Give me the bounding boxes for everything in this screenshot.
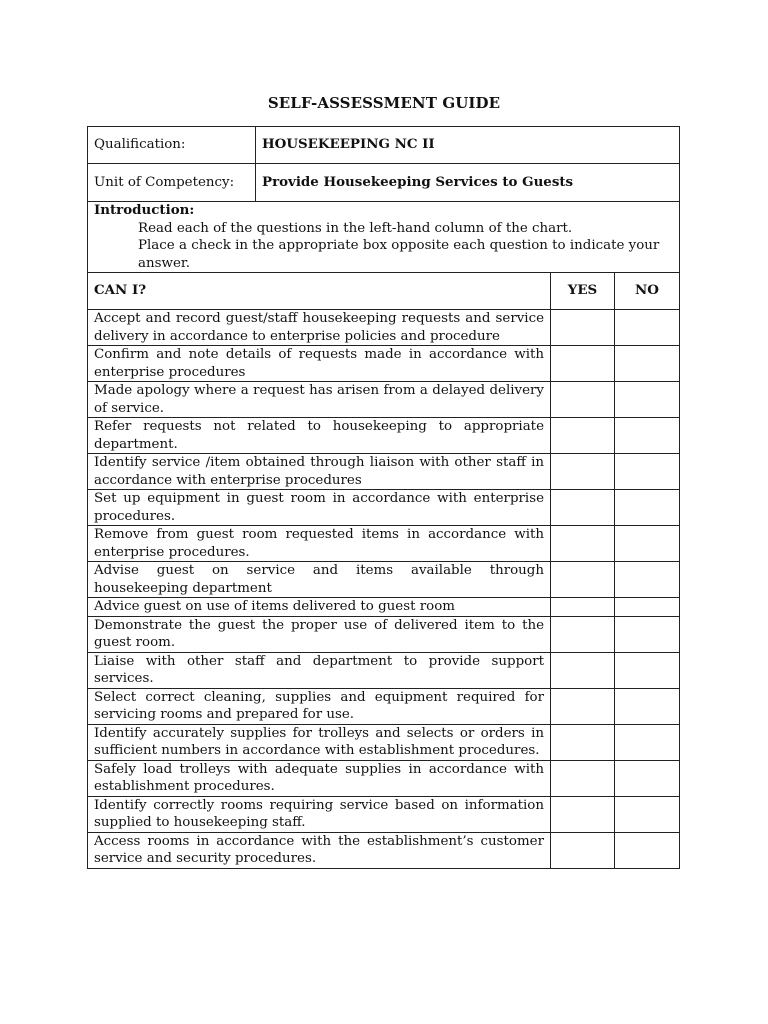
no-checkbox-cell[interactable] — [615, 454, 680, 490]
question-row — [88, 418, 680, 454]
question-row — [88, 346, 680, 382]
question-row — [88, 616, 680, 652]
can-i-header: CAN I? — [88, 273, 551, 310]
question-row — [88, 310, 680, 346]
yes-checkbox-cell[interactable] — [551, 418, 615, 454]
self-assessment-table — [87, 126, 680, 869]
column-header-row — [88, 273, 680, 310]
question-text: Set up equipment in guest room in accordance with enterprise procedures. — [88, 490, 551, 526]
yes-checkbox-cell[interactable] — [551, 724, 615, 760]
question-text: Advise guest on service and items available through housekeeping department — [88, 562, 551, 598]
yes-checkbox-cell[interactable] — [551, 760, 615, 796]
question-text: Made apology where a request has arisen from a delayed delivery of service. — [88, 382, 551, 418]
yes-checkbox-cell[interactable] — [551, 688, 615, 724]
question-text: Advice guest on use of items delivered to guest room — [88, 598, 551, 617]
question-text: Identify service /item obtained through liaison with other staff in accordance with enterprise procedures — [88, 454, 551, 490]
no-checkbox-cell[interactable] — [615, 346, 680, 382]
unit-of-competency-row — [88, 164, 680, 202]
no-checkbox-cell[interactable] — [615, 616, 680, 652]
question-text: Confirm and note details of requests made in accordance with enterprise procedures — [88, 346, 551, 382]
yes-checkbox-cell[interactable] — [551, 796, 615, 832]
document-title: SELF-ASSESSMENT GUIDE — [267, 94, 501, 112]
yes-checkbox-cell[interactable] — [551, 346, 615, 382]
question-text: Access rooms in accordance with the establishment’s customer service and security procedures. — [88, 832, 551, 868]
question-text: Liaise with other staff and department to provide support services. — [88, 652, 551, 688]
question-text: Refer requests not related to housekeeping to appropriate department. — [88, 418, 551, 454]
yes-checkbox-cell[interactable] — [551, 454, 615, 490]
qualification-label: Qualification: — [88, 127, 256, 164]
question-row — [88, 832, 680, 868]
question-row — [88, 688, 680, 724]
no-checkbox-cell[interactable] — [615, 652, 680, 688]
question-row — [88, 382, 680, 418]
yes-checkbox-cell[interactable] — [551, 526, 615, 562]
no-checkbox-cell[interactable] — [615, 724, 680, 760]
no-checkbox-cell[interactable] — [615, 526, 680, 562]
question-row — [88, 724, 680, 760]
no-checkbox-cell[interactable] — [615, 796, 680, 832]
no-checkbox-cell[interactable] — [615, 688, 680, 724]
no-header: NO — [615, 273, 680, 310]
yes-checkbox-cell[interactable] — [551, 490, 615, 526]
question-text: Accept and record guest/staff housekeeping requests and service delivery in accordance to enterprise policies and procedure — [88, 310, 551, 346]
question-row — [88, 490, 680, 526]
introduction-row — [88, 202, 680, 273]
question-row — [88, 796, 680, 832]
question-row — [88, 562, 680, 598]
yes-checkbox-cell[interactable] — [551, 616, 615, 652]
question-text: Identify accurately supplies for trolleys and selects or orders in sufficient numbers in accordance with establishment procedures. — [88, 724, 551, 760]
no-checkbox-cell[interactable] — [615, 598, 680, 617]
question-text: Identify correctly rooms requiring service based on information supplied to housekeeping staff. — [88, 796, 551, 832]
introduction-cell — [88, 202, 680, 273]
yes-checkbox-cell[interactable] — [551, 652, 615, 688]
yes-checkbox-cell[interactable] — [551, 382, 615, 418]
introduction-heading: Introduction: — [94, 202, 195, 218]
qualification-row — [88, 127, 680, 164]
no-checkbox-cell[interactable] — [615, 418, 680, 454]
yes-header: YES — [551, 273, 615, 310]
unit-of-competency-label: Unit of Competency: — [88, 164, 256, 202]
question-text: Demonstrate the guest the proper use of delivered item to the guest room. — [88, 616, 551, 652]
question-text: Safely load trolleys with adequate supplies in accordance with establishment procedures. — [88, 760, 551, 796]
no-checkbox-cell[interactable] — [615, 310, 680, 346]
yes-checkbox-cell[interactable] — [551, 562, 615, 598]
unit-of-competency-value: Provide Housekeeping Services to Guests — [256, 164, 680, 202]
yes-checkbox-cell[interactable] — [551, 310, 615, 346]
no-checkbox-cell[interactable] — [615, 490, 680, 526]
no-checkbox-cell[interactable] — [615, 562, 680, 598]
introduction-line-2: Place a check in the appropriate box opposite each question to indicate your answer. — [138, 238, 660, 271]
question-row — [88, 652, 680, 688]
yes-checkbox-cell[interactable] — [551, 598, 615, 617]
no-checkbox-cell[interactable] — [615, 760, 680, 796]
question-row — [88, 598, 680, 617]
qualification-value: HOUSEKEEPING NC II — [256, 127, 680, 164]
question-text: Select correct cleaning, supplies and equipment required for servicing rooms and prepared for use. — [88, 688, 551, 724]
question-row — [88, 760, 680, 796]
no-checkbox-cell[interactable] — [615, 382, 680, 418]
introduction-line-1: Read each of the questions in the left-hand column of the chart. — [138, 220, 573, 236]
question-text: Remove from guest room requested items in accordance with enterprise procedures. — [88, 526, 551, 562]
yes-checkbox-cell[interactable] — [551, 832, 615, 868]
question-row — [88, 454, 680, 490]
no-checkbox-cell[interactable] — [615, 832, 680, 868]
question-row — [88, 526, 680, 562]
